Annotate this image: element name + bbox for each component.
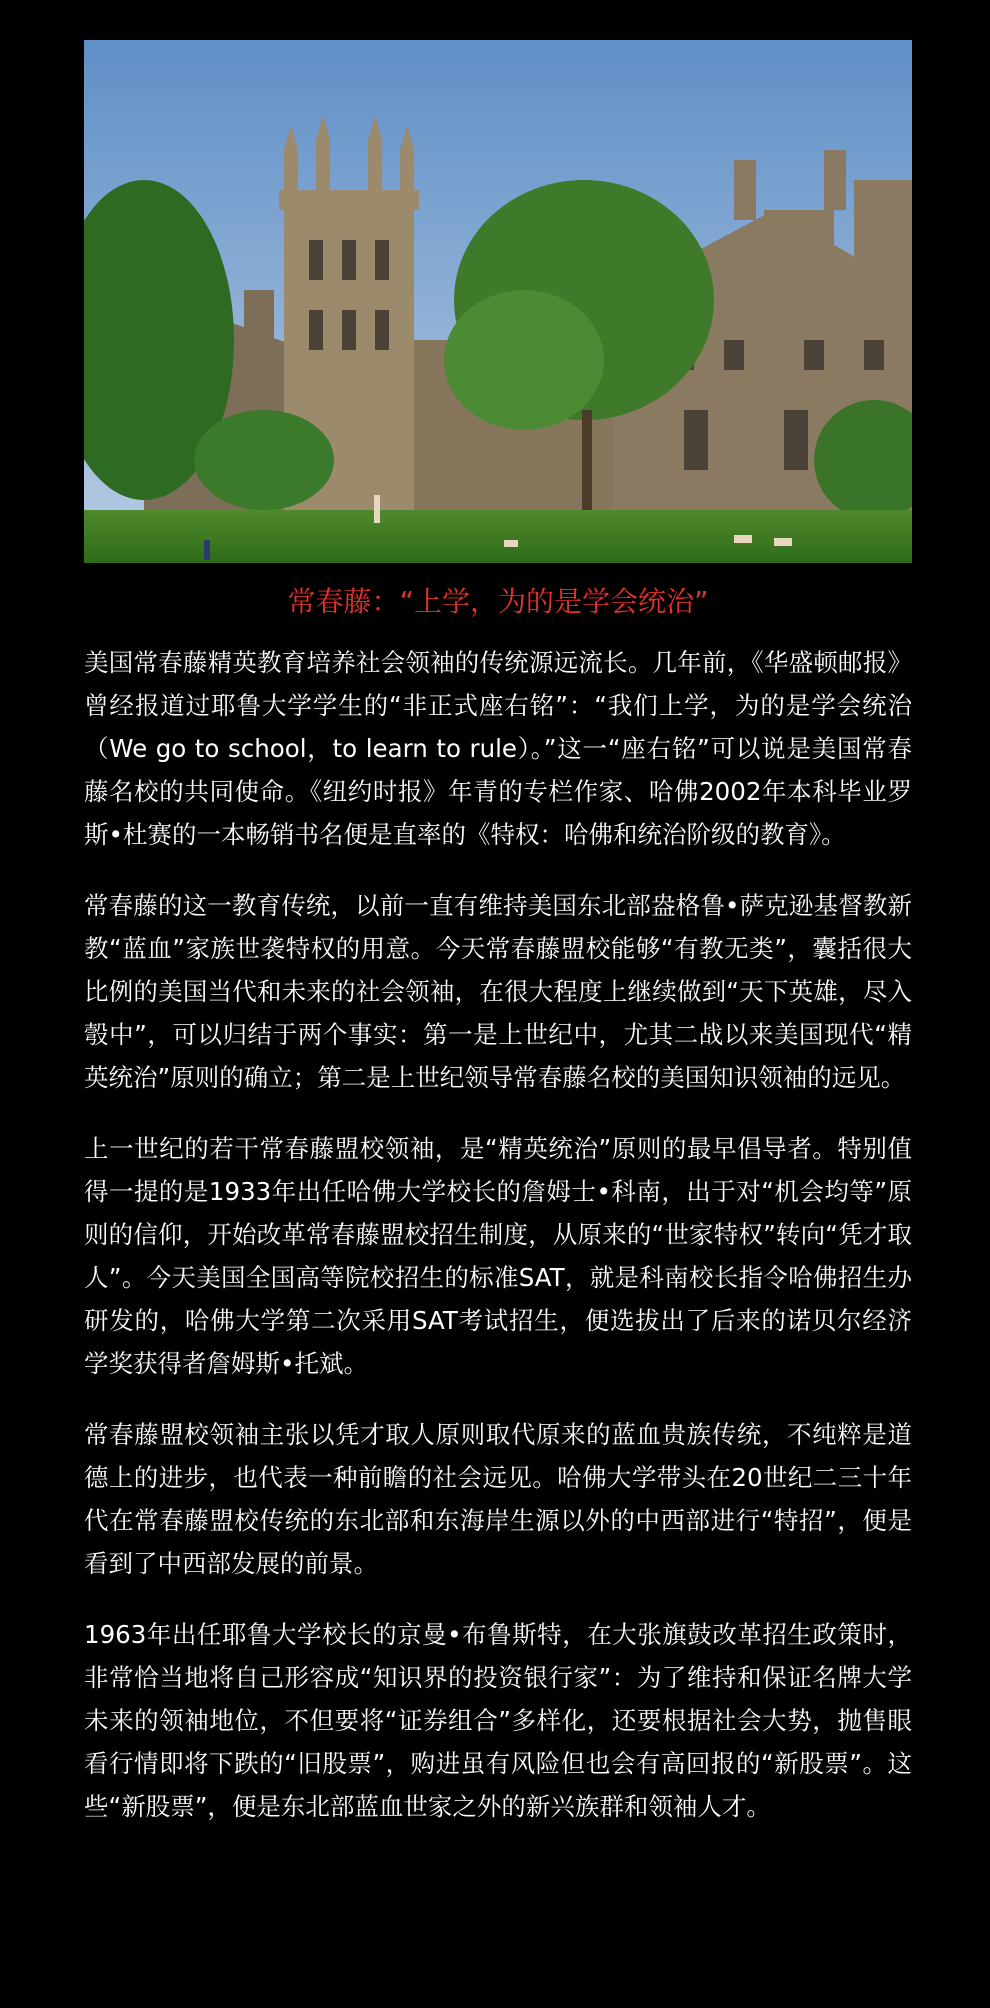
campus-photo (84, 40, 912, 563)
article-body (84, 641, 912, 1856)
article-paragraph: 常春藤的这一教育传统，以前一直有维持美国东北部盎格鲁•萨克逊基督教新教“蓝血”家族世袭特权的用意。今天常春藤盟校能够“有教无类”，囊括很大比例的美国当代和未来的社会领袖，在很大程度上继续做到“天下英雄，尽入彀中”，可以归结于两个事实：第一是上世纪中，尤其二战以来美国现代“精英统治”原则的确立；第二是上世纪领导常春藤名校的美国知识领袖的远见。 (84, 891, 912, 1092)
campus-photo-illustration (84, 40, 912, 563)
tree-trunk (582, 410, 592, 520)
article-paragraph: 美国常春藤精英教育培养社会领袖的传统源远流长。几年前，《华盛顿邮报》曾经报道过耶鲁大学学生的“非正式座右铭”：“我们上学，为的是学会统治（We go to school，to learn to rule）。”这一“座右铭”可以说是美国常春藤名校的共同使命。《纽约时报》年青的专栏作家、哈佛2002年本科毕业罗斯•杜赛的一本畅销书名便是直率的《特权：哈佛和统治阶级的教育》。 (84, 648, 912, 849)
article-paragraph: 1963年出任耶鲁大学校长的京曼•布鲁斯特，在大张旗鼓改革招生政策时，非常恰当地将自己形容成“知识界的投资银行家”：为了维持和保证名牌大学未来的领袖地位，不但要将“证券组合”多样化，还要根据社会大势，抛售眼看行情即将下跌的“旧股票”，购进虽有风险但也会有高回报的“新股票”。这些“新股票”，便是东北部蓝血世家之外的新兴族群和领袖人才。 (84, 1620, 912, 1821)
article-paragraph: 上一世纪的若干常春藤盟校领袖，是“精英统治”原则的最早倡导者。特别值得一提的是1933年出任哈佛大学校长的詹姆士•科南，出于对“机会均等”原则的信仰，开始改革常春藤盟校招生制度，从原来的“世家特权”转向“凭才取人”。今天美国全国高等院校招生的标准SAT，就是科南校长指令哈佛招生办研发的，哈佛大学第二次采用SAT考试招生，便选拔出了后来的诺贝尔经济学奖获得者詹姆斯•托斌。 (84, 1134, 912, 1378)
article-paragraph: 常春藤盟校领袖主张以凭才取人原则取代原来的蓝血贵族传统，不纯粹是道德上的进步，也代表一种前瞻的社会远见。哈佛大学带头在20世纪二三十年代在常春藤盟校传统的东北部和东海岸生源以外的中西部进行“特招”，便是看到了中西部发展的前景。 (84, 1420, 912, 1578)
photo-caption: 常春藤：“上学，为的是学会统治” (287, 585, 709, 618)
